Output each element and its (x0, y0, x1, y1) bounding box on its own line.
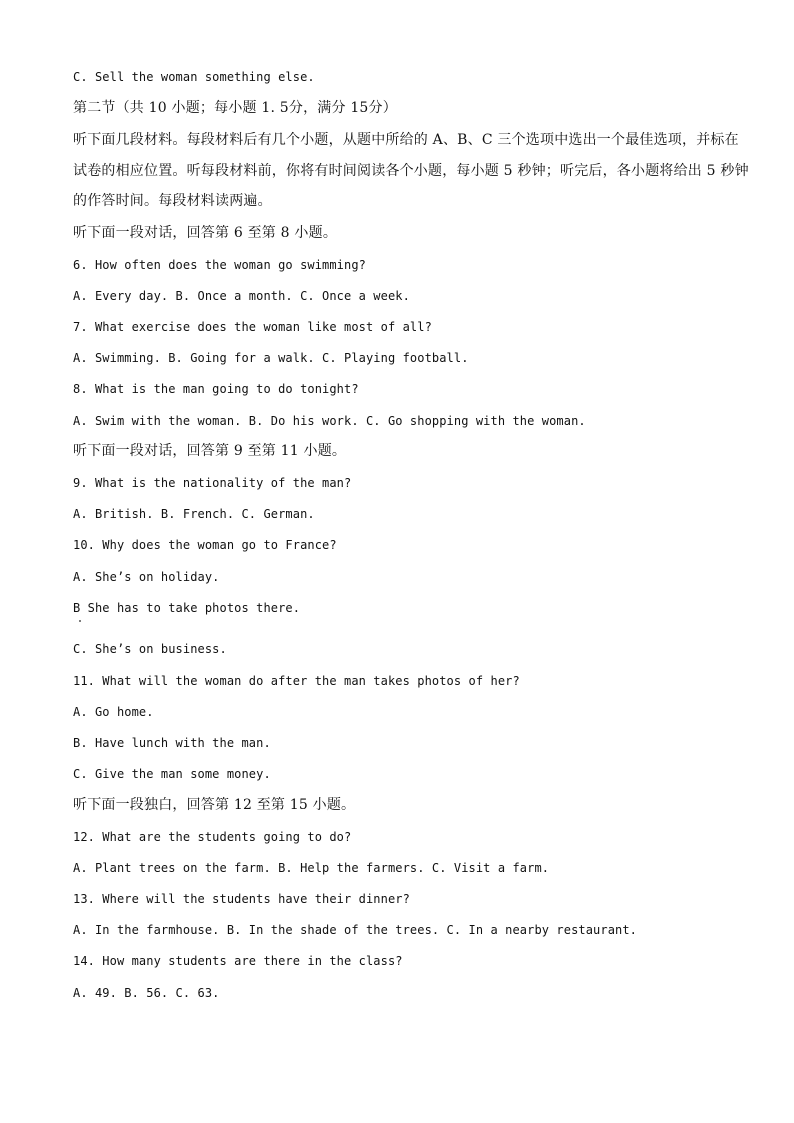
instructions-line-1: 听下面几段材料。每段材料后有几个小题，从题中所给的 A、B、C 三个选项中选出一个最佳选项，并标在 (73, 132, 739, 148)
option-10b: B She has to take photos there. (73, 601, 301, 615)
monologue-intro-12-15: 听下面一段独白，回答第 12 至第 15 小题。 (73, 797, 356, 813)
question-7: 7. What exercise does the woman like most of all? (73, 320, 432, 334)
option-10a: A. She’s on holiday. (73, 570, 220, 584)
stray-mark (79, 620, 81, 622)
instructions-line-3: 的作答时间。每段材料读两遍。 (73, 193, 272, 209)
option-11b: B. Have lunch with the man. (73, 736, 271, 750)
option-5c: C. Sell the woman something else. (73, 70, 315, 84)
options-7: A. Swimming. B. Going for a walk. C. Playing football. (73, 351, 469, 365)
question-14: 14. How many students are there in the class? (73, 954, 403, 968)
dialogue-intro-6-8: 听下面一段对话，回答第 6 至第 8 小题。 (73, 225, 338, 241)
dialogue-intro-9-11: 听下面一段对话，回答第 9 至第 11 小题。 (73, 443, 347, 459)
options-6: A. Every day. B. Once a month. C. Once a week. (73, 289, 410, 303)
option-11c: C. Give the man some money. (73, 767, 271, 781)
options-8: A. Swim with the woman. B. Do his work. C. Go shopping with the woman. (73, 414, 586, 428)
question-13: 13. Where will the students have their dinner? (73, 892, 410, 906)
question-11: 11. What will the woman do after the man takes photos of her? (73, 674, 520, 688)
question-6: 6. How often does the woman go swimming? (73, 258, 366, 272)
options-12: A. Plant trees on the farm. B. Help the farmers. C. Visit a farm. (73, 861, 550, 875)
options-13: A. In the farmhouse. B. In the shade of the trees. C. In a nearby restaurant. (73, 923, 637, 937)
question-10: 10. Why does the woman go to France? (73, 538, 337, 552)
options-14: A. 49. B. 56. C. 63. (73, 986, 220, 1000)
question-9: 9. What is the nationality of the man? (73, 476, 352, 490)
option-11a: A. Go home. (73, 705, 154, 719)
section-heading: 第二节（共 10 小题；每小题 1. 5分，满分 15分） (73, 100, 397, 116)
option-10c: C. She’s on business. (73, 642, 227, 656)
options-9: A. British. B. French. C. German. (73, 507, 315, 521)
instructions-line-2: 试卷的相应位置。听每段材料前，你将有时间阅读各个小题，每小题 5 秒钟；听完后，各小题将给出 5 秒钟 (73, 163, 749, 179)
question-8: 8. What is the man going to do tonight? (73, 382, 359, 396)
question-12: 12. What are the students going to do? (73, 830, 352, 844)
